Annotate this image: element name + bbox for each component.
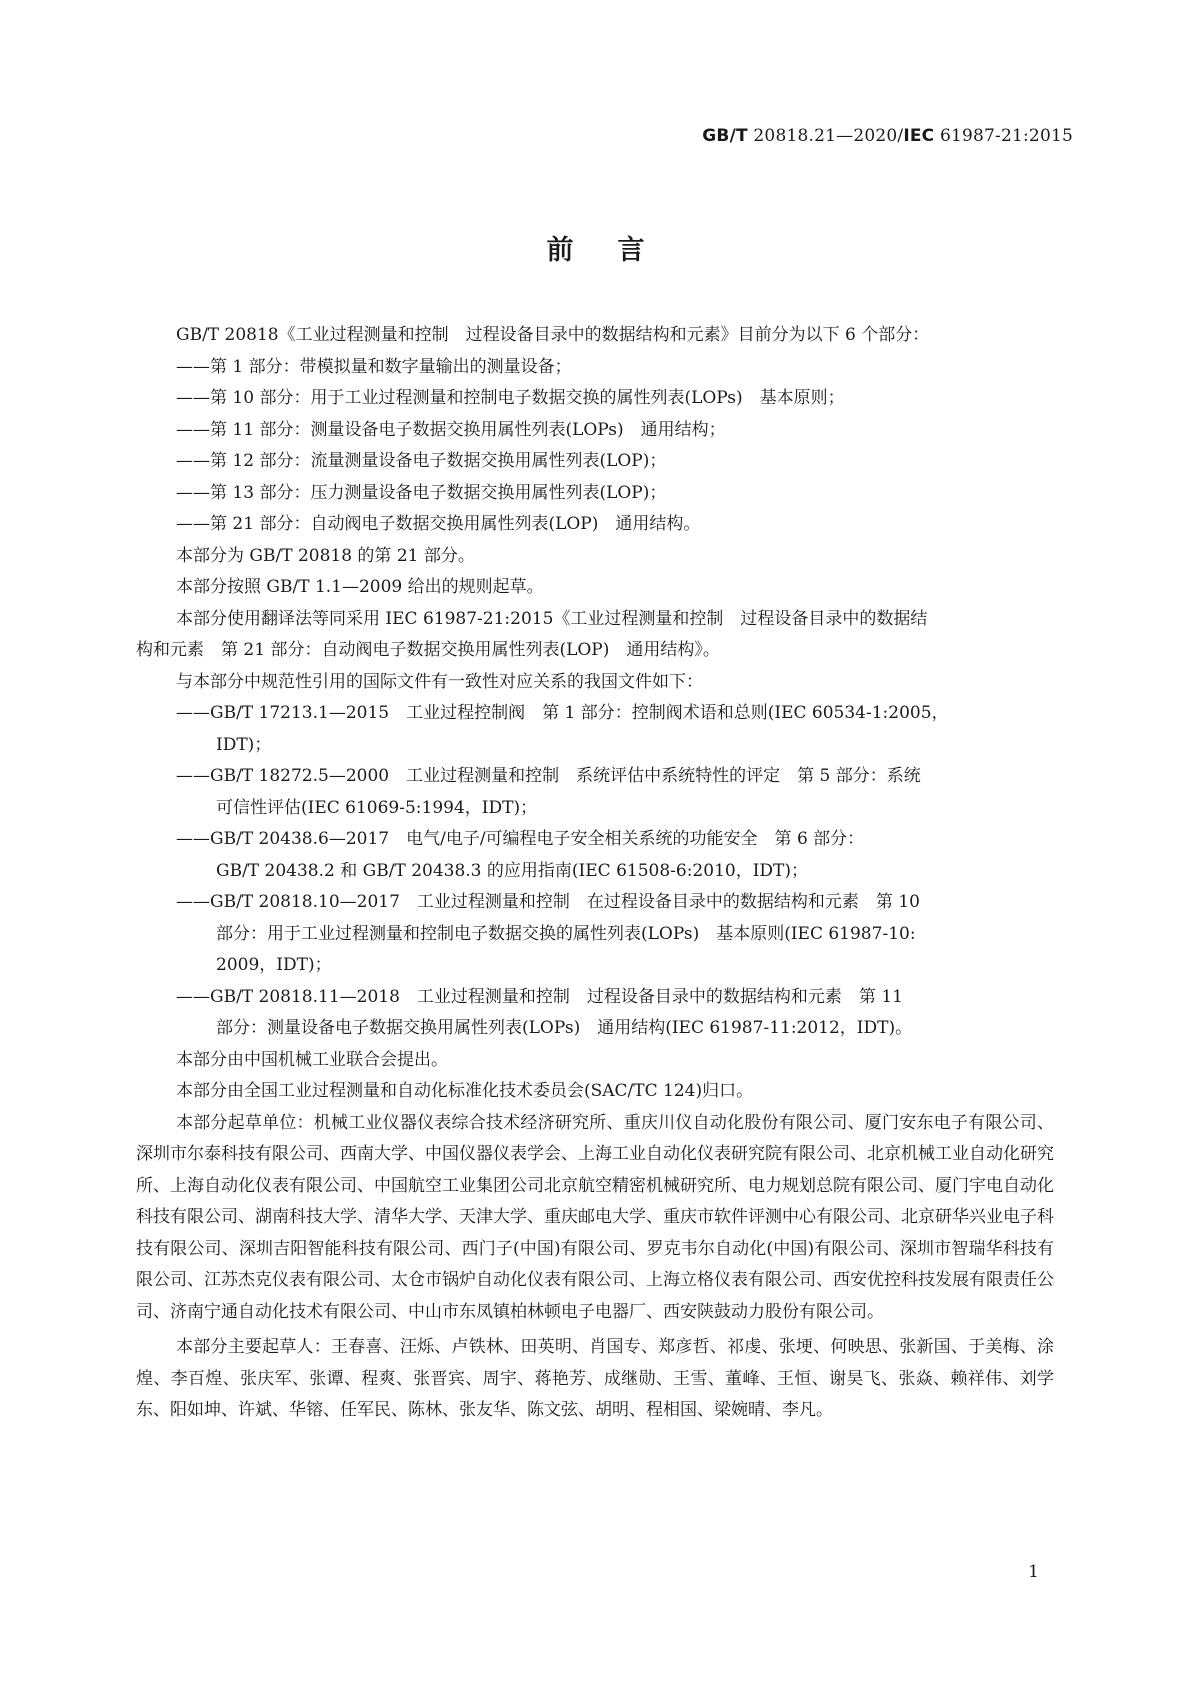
text-line: ——GB/T 18272.5—2000 工业过程测量和控制 系统评估中系统特性的评定 第 5 部分：系统 — [176, 766, 921, 786]
text-line: 本部分使用翻译法等同采用 IEC 61987-21:2015《工业过程测量和控制 过程设备目录中的数据结 — [176, 608, 928, 629]
text-line: ——GB/T 20818.11—2018 工业过程测量和控制 过程设备目录中的数据结构和元素 第 11 — [176, 986, 903, 1007]
text-line: 本部分由全国工业过程测量和自动化标准化技术委员会(SAC/TC 124)归口。 — [176, 1081, 754, 1101]
text-line: ——第 13 部分：压力测量设备电子数据交换用属性列表(LOP)； — [176, 482, 667, 503]
text-line: 可信性评估(IEC 61069-5:1994，IDT)； — [216, 797, 538, 818]
text-line: ——第 21 部分：自动阀电子数据交换用属性列表(LOP) 通用结构。 — [176, 514, 701, 534]
text-line: 构和元素 第 21 部分：自动阀电子数据交换用属性列表(LOP) 通用结构》。 — [136, 640, 720, 660]
foreword-body — [136, 320, 1054, 1427]
text-line: GB/T 20438.2 和 GB/T 20438.3 的应用指南(IEC 61508-6:2010，IDT)； — [216, 860, 809, 881]
std-code: 20818.21—2020/ — [753, 126, 904, 146]
drafters-paragraph: 本部分主要起草人：王春喜、汪烁、卢铁林、田英明、肖国专、郑彦哲、祁虔、张埂、何映思、张新国、于美梅、涂煌、李百煌、张庆军、张谭、程爽、张晋宾、周宇、蒋艳芳、成继勋、王雪、董峰、王恒、谢昊飞、张焱、赖祥伟、刘学东、阳如坤、许斌、华镕、任军民、陈林、张友华、陈文弦、胡明、程相国、梁婉晴、李凡。 — [136, 1337, 1054, 1420]
text-line: 部分：用于工业过程测量和控制电子数据交换的属性列表(LOPs) 基本原则(IEC 61987-10: — [216, 923, 916, 944]
text-line: ——第 11 部分：测量设备电子数据交换用属性列表(LOPs) 通用结构； — [176, 419, 726, 440]
std-prefix: GB/T — [702, 126, 748, 146]
page-title: 前言 — [546, 235, 689, 266]
text-line: ——GB/T 17213.1—2015 工业过程控制阀 第 1 部分：控制阀术语和总则(IEC 60534-1:2005， — [176, 703, 949, 723]
iec-code: 61987-21:2015 — [939, 126, 1073, 146]
text-line: 本部分由中国机械工业联合会提出。 — [176, 1049, 448, 1070]
text-line: 2009，IDT)； — [216, 955, 332, 975]
text-line: GB/T 20818《工业过程测量和控制 过程设备目录中的数据结构和元素》目前分为以下 6 个部分： — [176, 325, 930, 345]
text-line: 本部分为 GB/T 20818 的第 21 部分。 — [176, 545, 475, 566]
text-line: 与本部分中规范性引用的国际文件有一致性对应关系的我国文件如下： — [176, 671, 703, 692]
standard-number-header — [702, 126, 1073, 146]
text-line: ——第 1 部分：带模拟量和数字量输出的测量设备； — [176, 356, 572, 377]
drafting-units-paragraph: 本部分起草单位：机械工业仪器仪表综合技术经济研究所、重庆川仪自动化股份有限公司、厦门安东电子有限公司、深圳市尔泰科技有限公司、西南大学、中国仪器仪表学会、上海工业自动化仪表研究院有限公司、北京机械工业自动化研究所、上海自动化仪表有限公司、中国航空工业集团公司北京航空精密机械研究所、电力规划总院有限公司、厦门宇电自动化科技有限公司、湖南科技大学、清华大学、天津大学、重庆邮电大学、重庆市软件评测中心有限公司、北京研华兴业电子科技有限公司、深圳吉阳智能科技有限公司、西门子(中国)有限公司、罗克韦尔自动化(中国)有限公司、深圳市智瑞华科技有限公司、江苏杰克仪表有限公司、太仓市锅炉自动化仪表有限公司、上海立格仪表有限公司、西安优控科技发展有限责任公司、济南宁通自动化技术有限公司、中山市东凤镇柏林顿电子电器厂、西安陕鼓动力股份有限公司。 — [136, 1112, 1054, 1322]
page-number: 1 — [1028, 1562, 1039, 1582]
text-line: ——第 12 部分：流量测量设备电子数据交换用属性列表(LOP)； — [176, 451, 667, 471]
text-line: ——GB/T 20818.10—2017 工业过程测量和控制 在过程设备目录中的数据结构和元素 第 10 — [176, 892, 920, 912]
text-line: 本部分按照 GB/T 1.1—2009 给出的规则起草。 — [176, 577, 544, 597]
text-line: IDT)； — [216, 734, 272, 755]
text-line: 部分：测量设备电子数据交换用属性列表(LOPs) 通用结构(IEC 61987-11:2012，IDT)。 — [216, 1018, 913, 1038]
text-line: ——GB/T 20438.6—2017 电气/电子/可编程电子安全相关系统的功能安全 第 6 部分： — [176, 829, 865, 849]
text-line: ——第 10 部分：用于工业过程测量和控制电子数据交换的属性列表(LOPs) 基本原则； — [176, 388, 845, 408]
iec-prefix: IEC — [903, 126, 935, 146]
